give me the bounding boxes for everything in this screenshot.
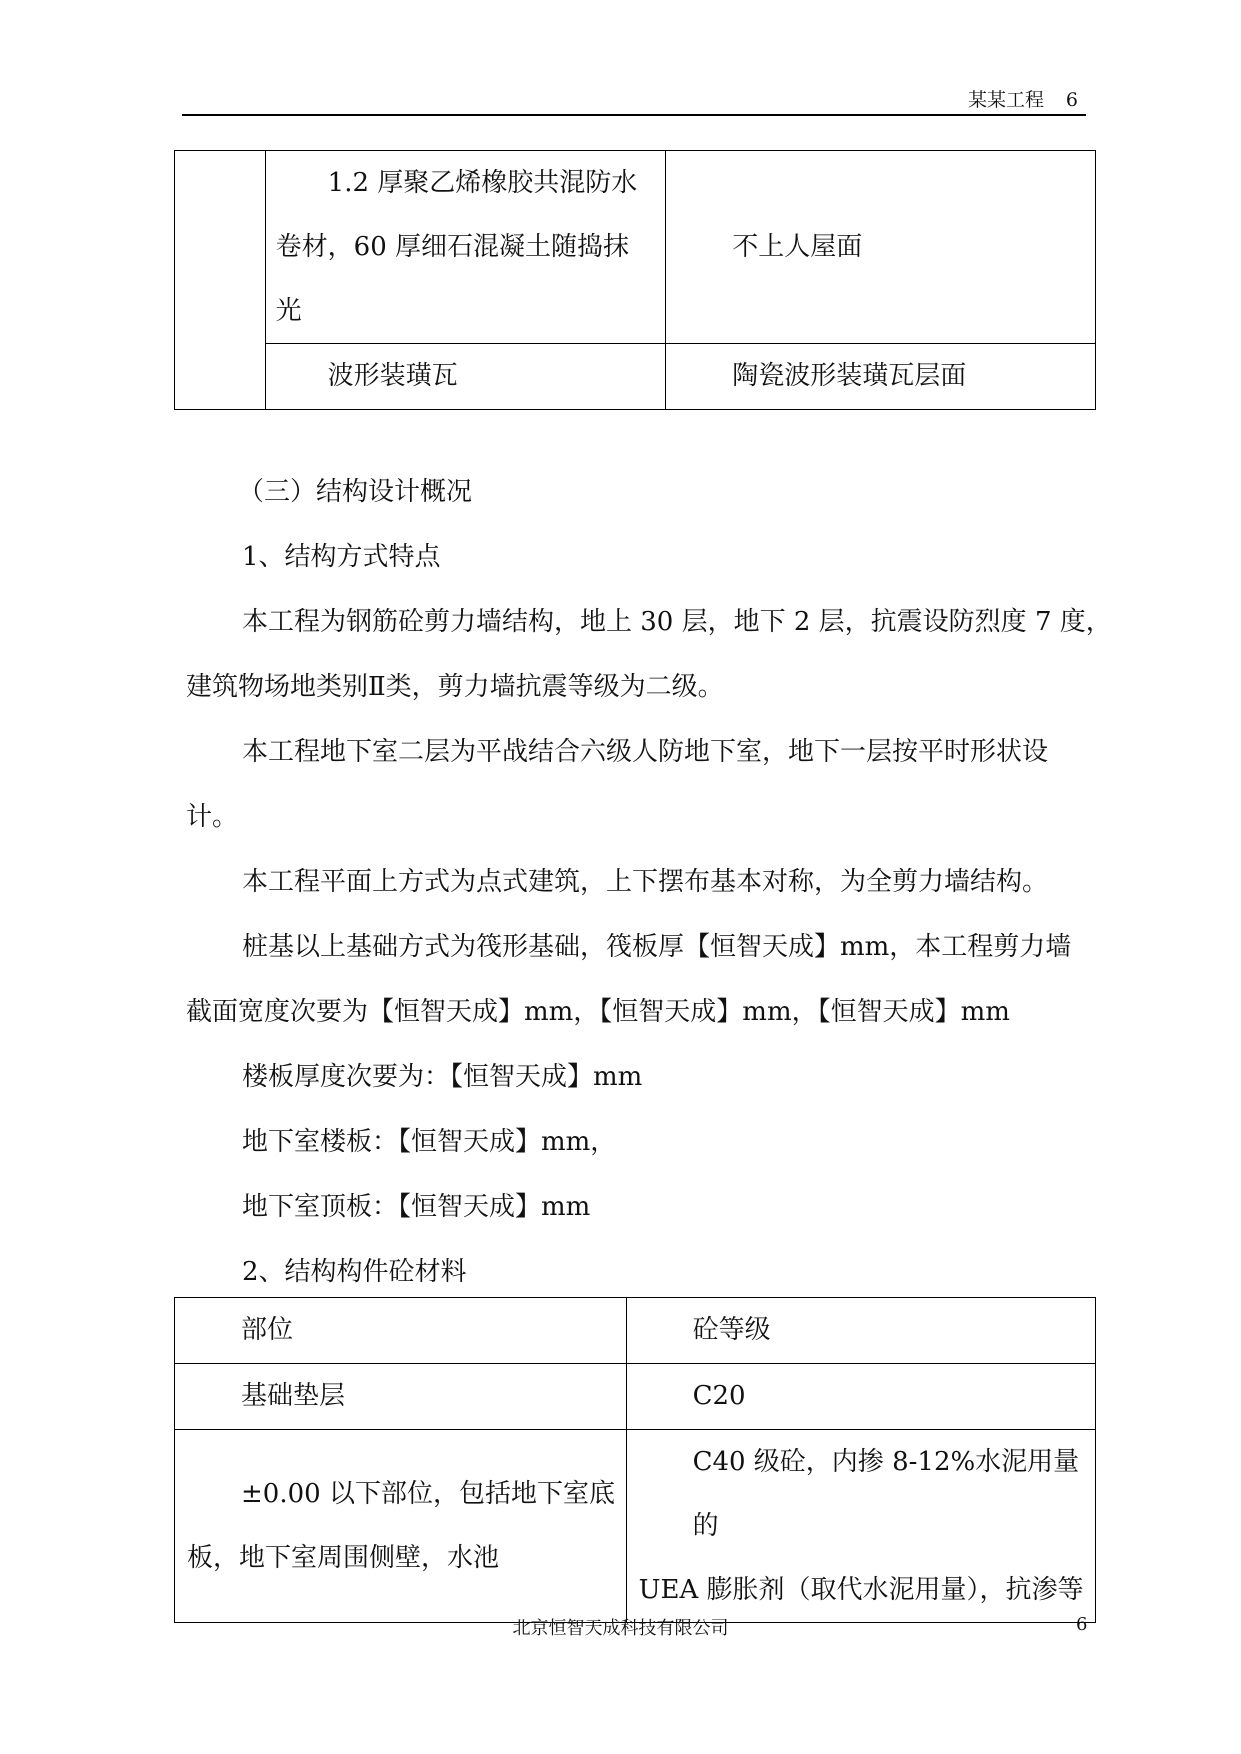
paragraph-line: 楼板厚度次要为：【恒智天成】mm (242, 1062, 643, 1092)
paragraph-line: 建筑物场地类别Ⅱ类，剪力墙抗震等级为二级。 (186, 672, 724, 702)
table-cell-grade (626, 1430, 1095, 1623)
table-header-grade (626, 1298, 1095, 1364)
table-header-row (175, 1298, 1096, 1364)
subsection-title: 2、结构构件砼材料 (242, 1257, 467, 1287)
table-row (175, 344, 1096, 410)
table-row (175, 151, 1096, 344)
table-cell-part (175, 1364, 627, 1430)
cell-text: C20 (692, 1381, 746, 1411)
material-line: 卷材，60 厚细石混凝土随捣抹 (275, 232, 630, 262)
table-row (175, 1364, 1096, 1430)
cell-text: C40 级砼，内掺 8-12%水泥用量的 (692, 1447, 1080, 1541)
subsection-title: 1、结构方式特点 (242, 542, 441, 572)
table-row (175, 1430, 1096, 1623)
table-cell-use (666, 151, 1096, 344)
concrete-grade-table (174, 1297, 1096, 1623)
table-cell-blank (175, 151, 266, 410)
cell-text: 基础垫层 (241, 1381, 346, 1411)
page-header (182, 86, 1086, 116)
cell-text: UEA 膨胀剂（取代水泥用量），抗渗等 (638, 1575, 1084, 1605)
table-cell-grade (626, 1364, 1095, 1430)
cell-text: ±0.00 以下部位，包括地下室底 (241, 1479, 615, 1509)
table-cell-material (265, 151, 666, 344)
table-cell-use (666, 344, 1096, 410)
use-text: 不上人屋面 (732, 231, 863, 262)
material-line: 光 (275, 296, 302, 326)
footer-company: 北京恒智天成科技有限公司 (512, 1618, 729, 1639)
table-header-part (175, 1298, 627, 1364)
material-line: 1.2 厚聚乙烯橡胶共混防水 (327, 168, 638, 198)
paragraph-line: 地下室楼板：【恒智天成】mm， (242, 1127, 617, 1157)
section-title: （三）结构设计概况 (238, 477, 473, 507)
paragraph-line: 本工程为钢筋砼剪力墙结构，地上 30 层，地下 2 层，抗震设防烈度 7 度， (242, 607, 1112, 637)
roof-materials-table (174, 150, 1096, 410)
paragraph-line: 截面宽度次要为【恒智天成】mm，【恒智天成】mm，【恒智天成】mm (186, 997, 1010, 1027)
table-cell-part (175, 1430, 627, 1623)
paragraph-line: 地下室顶板：【恒智天成】mm (242, 1192, 591, 1222)
table-cell-material (265, 344, 666, 410)
header-page-number: 6 (1065, 89, 1078, 111)
header-label: 砼等级 (692, 1315, 771, 1345)
footer-page-number: 6 (1076, 1614, 1088, 1635)
paragraph-line: 桩基以上基础方式为筏形基础，筏板厚【恒智天成】mm，本工程剪力墙 (242, 932, 1072, 962)
paragraph-line: 本工程平面上方式为点式建筑，上下摆布基本对称，为全剪力墙结构。 (242, 867, 1049, 897)
header-label: 部位 (241, 1315, 294, 1345)
header-title: 某某工程 (967, 89, 1044, 111)
paragraph-line: 本工程地下室二层为平战结合六级人防地下室，地下一层按平时形状设 (242, 737, 1049, 767)
cell-text: 板，地下室周围侧壁，水池 (187, 1543, 500, 1573)
paragraph-line: 计。 (186, 802, 239, 832)
use-text: 陶瓷波形装璜瓦层面 (732, 361, 967, 391)
material-line: 波形装璜瓦 (327, 361, 458, 391)
